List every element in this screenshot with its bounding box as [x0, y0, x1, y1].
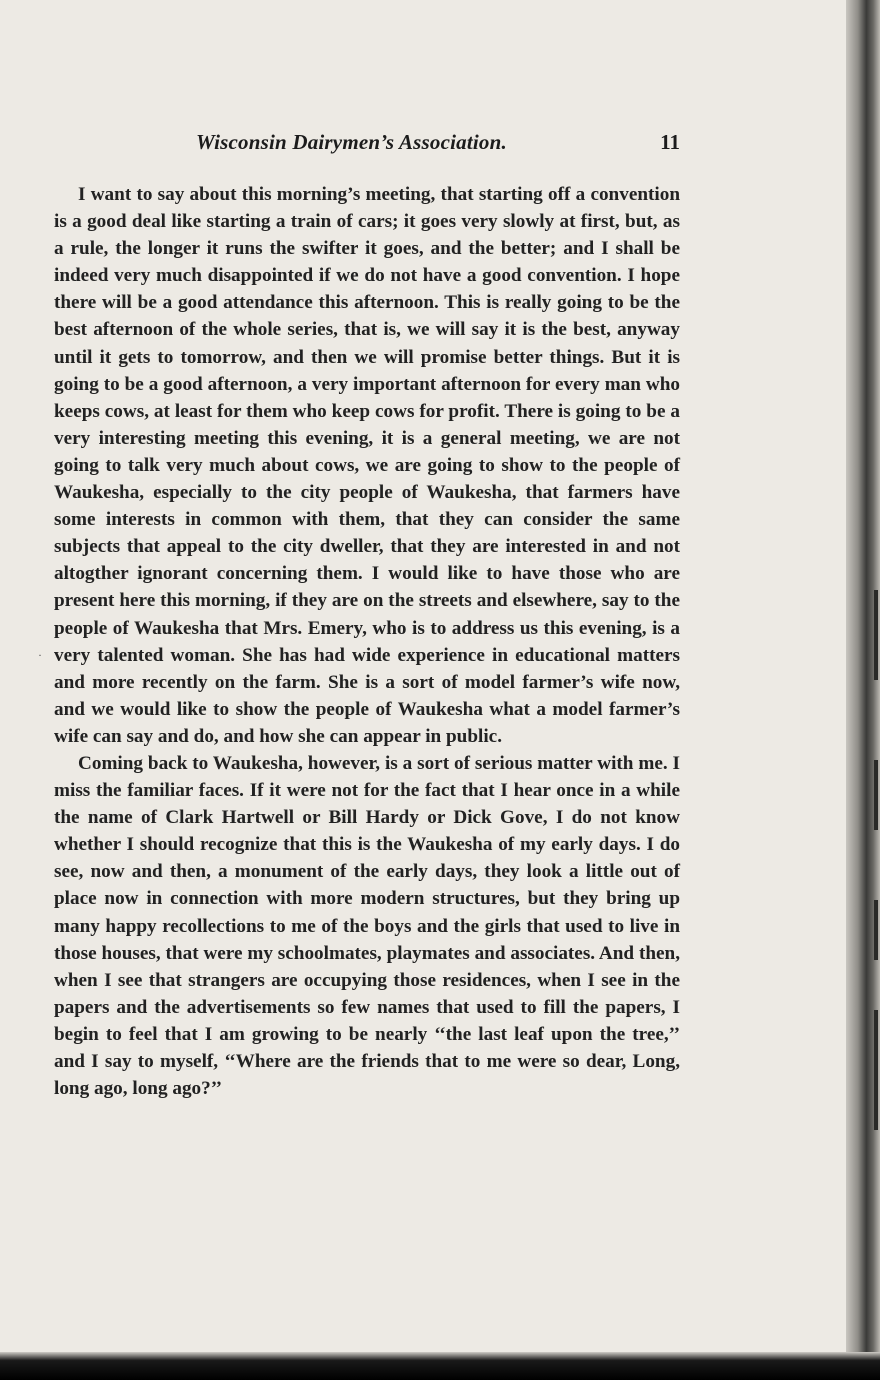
margin-dot: · — [38, 648, 42, 662]
running-header — [196, 130, 680, 160]
page-number: 11 — [660, 130, 680, 154]
scan-bottom-edge — [0, 1352, 880, 1380]
body-text — [54, 181, 680, 1102]
gutter-mark — [874, 1010, 878, 1130]
running-title: Wisconsin Dairymen’s Association. — [196, 130, 507, 154]
paragraph: I want to say about this morning’s meeting, that starting off a convention is a good deal like starting a train of cars; it goes very slowly at first, but, as a rule, the longer it runs the swifter it goes, and the better; and I shall be indeed very much disappointed if we do not have a good convention. I hope there will be a good attendance this afternoon. This is really going to be the best afternoon of the whole series, that is, we will say it is the best, anyway until it gets to tomorrow, and then we will promise better things. But it is going to be a good afternoon, a very important afternoon for every man who keeps cows, at least for them who keep cows for profit. There is going to be a very interesting meeting this evening, it is a general meeting, we are not going to talk very much about cows, we are going to show to the people of Waukesha, especially to the city people of Waukesha, that farmers have some interests in common with them, that they can consider the same subjects that appeal to the city dweller, that they are interested in and not altogther ignorant concerning them. I would like to have those who are present here this morning, if they are on the streets and elsewhere, say to the people of Waukesha that Mrs. Emery, who is to address us this evening, is a very talented woman. She has had wide experience in educational matters and more recently on the farm. She is a sort of model farmer’s wife now, and we would like to show the people of Waukesha what a model farmer’s wife can say and do, and how she can appear in public. — [54, 184, 680, 747]
gutter-mark — [874, 900, 878, 960]
paragraph: Coming back to Waukesha, however, is a sort of serious matter with me. I miss the familiar faces. If it were not for the fact that I hear once in a while the name of Clark Hartwell or Bill Hardy or Dick Gove, I do not know whether I should recognize that this is the Waukesha of my early days. I do see, now and then, a monument of the early days, they look a little out of place now in connection with more modern structures, but they bring up many happy recollections to me of the boys and the girls that used to live in those houses, that were my schoolmates, playmates and associates. And then, when I see that strangers are occupying those residences, when I see in the papers and the advertisements so few names that used to fill the papers, I begin to feel that I am growing to be nearly ‘‘the last leaf upon the tree,’’ and I say to myself, ‘‘Where are the friends that to me were so dear, Long, long ago, long ago?’’ — [54, 752, 680, 1100]
gutter-mark — [874, 590, 878, 680]
gutter-mark — [874, 760, 878, 830]
